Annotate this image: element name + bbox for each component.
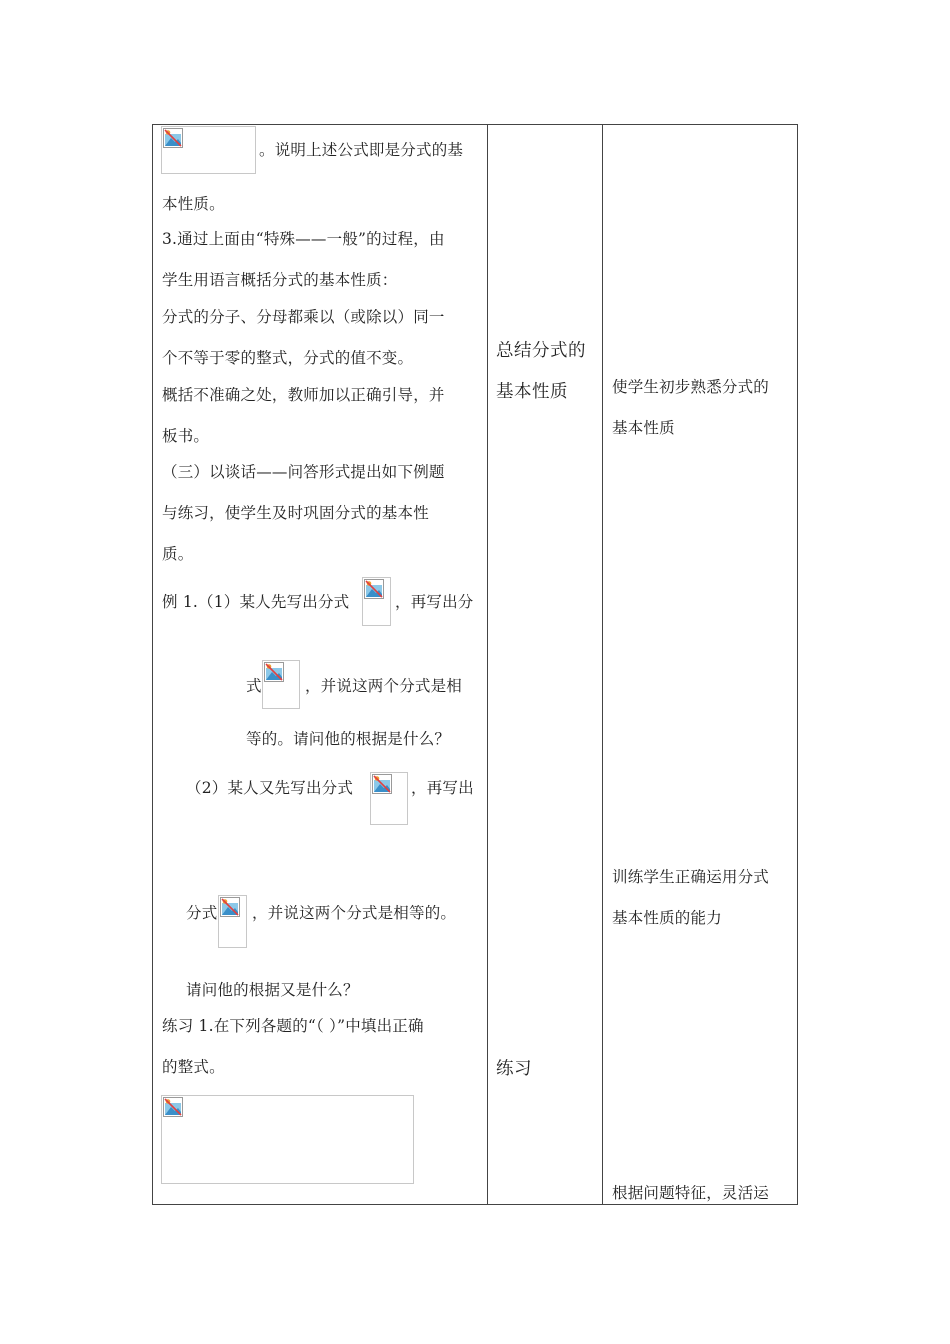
text-line: （三）以谈话——问答形式提出如下例题 bbox=[162, 463, 445, 481]
example-text: ，再写出分 bbox=[395, 593, 474, 611]
broken-image-icon bbox=[364, 579, 384, 599]
example-text: 式 bbox=[246, 677, 262, 695]
text-line: 3.通过上面由“特殊——一般”的过程，由 bbox=[162, 230, 445, 248]
fraction-image bbox=[262, 660, 300, 709]
text-line: 学生用语言概括分式的基本性质： bbox=[162, 271, 398, 289]
goal-text: 使学生初步熟悉分式的 bbox=[612, 378, 770, 396]
fraction-image bbox=[370, 772, 408, 825]
practice-text: 的整式。 bbox=[162, 1058, 225, 1076]
exercise-image bbox=[161, 1095, 414, 1184]
stage-label: 基本性质 bbox=[496, 382, 568, 402]
column-divider bbox=[602, 125, 603, 1204]
text-line: 板书。 bbox=[162, 427, 210, 445]
text-line: 概括不准确之处，教师加以正确引导，并 bbox=[162, 386, 445, 404]
stage-label: 练习 bbox=[496, 1059, 532, 1079]
stage-label: 总结分式的 bbox=[496, 341, 586, 361]
formula-image bbox=[161, 126, 256, 174]
text-line: 分式的分子、分母都乘以（或除以）同一 bbox=[162, 308, 445, 326]
example-text: 请问他的根据又是什么？ bbox=[186, 981, 359, 999]
text-line: 。说明上述公式即是分式的基 bbox=[259, 141, 464, 159]
example-text: ，并说这两个分式是相等的。 bbox=[252, 904, 457, 922]
text-line: 本性质。 bbox=[162, 195, 225, 213]
broken-image-icon bbox=[264, 662, 284, 682]
example-text: （2）某人又先写出分式 bbox=[186, 779, 354, 797]
broken-image-icon bbox=[163, 1097, 183, 1117]
column-divider bbox=[487, 125, 488, 1204]
text-line: 个不等于零的整式，分式的值不变。 bbox=[162, 349, 414, 367]
example-text: 分式 bbox=[186, 904, 218, 922]
goal-text: 训练学生正确运用分式 bbox=[612, 868, 770, 886]
fraction-image bbox=[218, 895, 247, 948]
text-line: 质。 bbox=[162, 545, 194, 563]
practice-text: 练习 1.在下列各题的“（ ）”中填出正确 bbox=[162, 1017, 424, 1035]
broken-image-icon bbox=[220, 897, 240, 917]
broken-image-icon bbox=[163, 128, 183, 148]
broken-image-icon bbox=[372, 774, 392, 794]
text-line: 与练习，使学生及时巩固分式的基本性 bbox=[162, 504, 429, 522]
goal-text: 基本性质 bbox=[612, 419, 675, 437]
fraction-image bbox=[362, 577, 391, 626]
goal-text: 根据问题特征，灵活运 bbox=[612, 1184, 770, 1202]
example-text: 等的。请问他的根据是什么？ bbox=[246, 730, 451, 748]
example-text: 例 1.（1）某人先写出分式 bbox=[162, 593, 350, 611]
goal-text: 基本性质的能力 bbox=[612, 909, 722, 927]
example-text: ，再写出 bbox=[411, 779, 474, 797]
example-text: ，并说这两个分式是相 bbox=[305, 677, 463, 695]
